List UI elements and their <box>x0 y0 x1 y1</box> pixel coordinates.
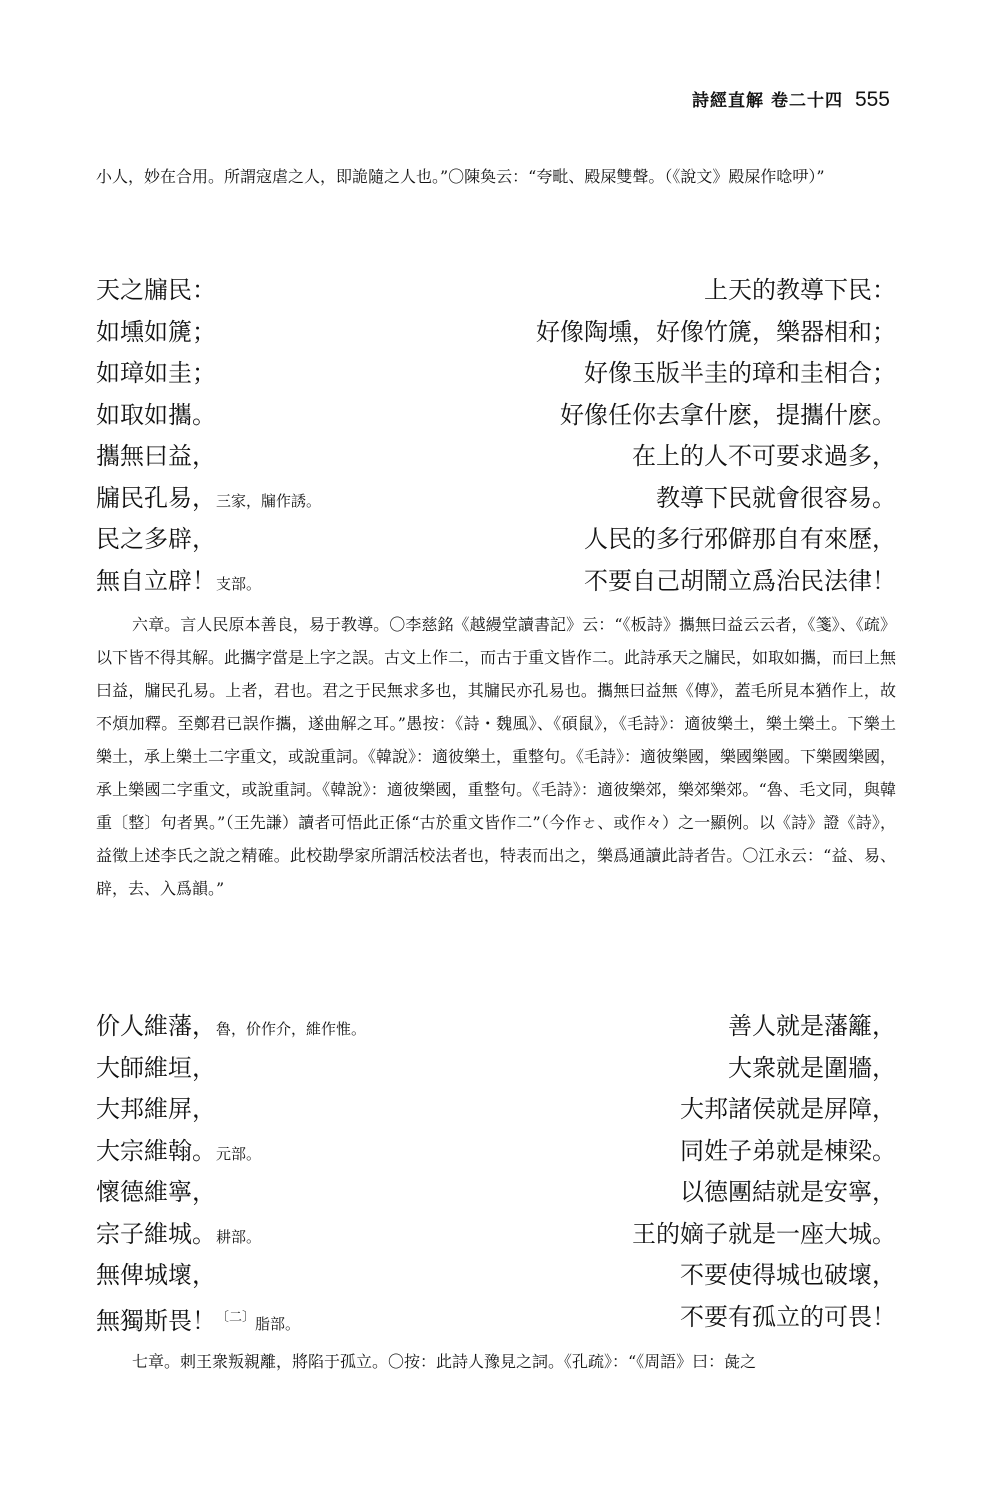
verse-translation: 不要有孤立的可畏！ <box>680 1302 896 1331</box>
verse-line <box>96 1214 896 1256</box>
stanza-6-verse <box>96 270 896 602</box>
verse-note: 支部。 <box>216 574 262 593</box>
verse-note: 脂部。 <box>255 1314 301 1333</box>
verse-line <box>96 1255 896 1297</box>
verse-note: 魯，价作介，維作惟。 <box>216 1020 367 1038</box>
verse-line <box>96 1048 896 1090</box>
verse-text: 懷德維寧， <box>96 1178 216 1206</box>
intro-note: 小人，妙在合用。所謂寇虐之人，即詭隨之人也。”〇陳奐云：“夸毗、殿屎雙聲。（《說文》殿屎作唸吚）” <box>96 167 825 186</box>
verse-text: 如壎如篪； <box>96 317 216 346</box>
verse-translation: 王的嫡子就是一座大城。 <box>632 1219 896 1248</box>
verse-text: 大師維垣， <box>96 1053 216 1082</box>
verse-translation: 好像任你去拿什麽，提攜什麽。 <box>560 400 896 429</box>
verse-text: 宗子維城。 <box>96 1219 216 1248</box>
verse-line <box>96 1089 896 1131</box>
header-title: 詩經直解 卷二十四 <box>692 91 843 111</box>
stanza-7-verse <box>96 1006 896 1338</box>
verse-line <box>96 478 896 520</box>
verse-translation: 人民的多行邪僻那自有來歷， <box>584 525 896 553</box>
verse-note: 元部。 <box>216 1144 262 1163</box>
verse-line <box>96 312 896 354</box>
verse-translation: 上天的教導下民： <box>704 276 896 304</box>
verse-line <box>96 1172 896 1214</box>
verse-note: 耕部。 <box>216 1227 262 1246</box>
verse-translation: 好像玉版半圭的璋和圭相合； <box>584 359 896 387</box>
verse-text: 牖民孔易， <box>96 483 216 512</box>
verse-translation: 在上的人不可要求過多， <box>632 442 896 470</box>
verse-translation: 大衆就是圍牆， <box>728 1053 896 1082</box>
verse-line <box>96 1006 896 1048</box>
stanza-7-commentary: 七章。刺王衆叛親離，將陷于孤立。〇按：此詩人豫見之詞。《孔疏》：“《周語》曰：彘之 <box>132 1352 757 1371</box>
verse-line <box>96 1131 896 1173</box>
verse-text: 攜無曰益， <box>96 442 216 470</box>
verse-line <box>96 395 896 437</box>
page-number: 555 <box>854 88 890 111</box>
verse-translation: 不要使得城也破壞， <box>680 1261 896 1289</box>
verse-text: 大邦維屏， <box>96 1095 216 1123</box>
verse-text: 价人維藩， <box>96 1012 216 1040</box>
verse-text: 民之多辟， <box>96 525 216 553</box>
verse-line <box>96 270 896 312</box>
running-header <box>692 86 890 112</box>
verse-line <box>96 353 896 395</box>
verse-text: 大宗維翰。 <box>96 1136 216 1165</box>
verse-translation: 同姓子弟就是棟梁。 <box>680 1136 896 1165</box>
verse-line <box>96 436 896 478</box>
verse-translation: 教導下民就會很容易。 <box>656 483 896 512</box>
verse-translation: 大邦諸侯就是屏障， <box>680 1095 896 1123</box>
verse-note: 三家，牖作誘。 <box>216 491 322 510</box>
verse-text: 無俾城壞， <box>96 1261 216 1289</box>
verse-text: 如取如攜。 <box>96 400 216 429</box>
verse-text: 無自立辟！ <box>96 566 216 595</box>
stanza-6-commentary: 六章。言人民原本善良，易于教導。〇李慈銘《越縵堂讀書記》云：“《板詩》攜無曰益云云者，《箋》、《疏》以下皆不得其解。此攜字當是上字之誤。古文上作二，而古于重文皆作二。此詩承天之牖民，如取如攜，而曰上無曰益，牖民孔易。上者，君也。君之于民無求多也，其牖民亦孔易也。攜無曰益無《傳》，蓋毛所見本猶作上，故不煩加釋。至鄭君已誤作攜，遂曲解之耳。”愚按：《詩・魏風》、《碩鼠》，《毛詩》：適彼樂土，樂土樂土。下樂土樂土，承上樂土二字重文，或說重詞。《韓說》：適彼樂土，重整句。《毛詩》：適彼樂國，樂國樂國。下樂國樂國，承上樂國二字重文，或說重詞。《韓說》：適彼樂國，重整句。《毛詩》：適彼樂郊，樂郊樂郊。“魯、毛文同，與韓重〔整〕句者異。”（王先謙）讀者可悟此正係“古於重文皆作二”（今作ㄜ、或作々）之一顯例。以《詩》證《詩》，益徵上述李氏之說之精確。此校勘學家所謂活校法者也，特表而出之，樂爲通讀此詩者告。〇江永云：“益、易、辟，去、入爲韻。” <box>96 615 897 898</box>
footnote-marker: 〔二〕 <box>216 1309 256 1325</box>
verse-text: 無獨斯畏！ <box>96 1306 216 1335</box>
verse-text: 如璋如圭； <box>96 359 216 387</box>
verse-translation: 不要自己胡鬧立爲治民法律！ <box>584 566 896 595</box>
verse-translation: 好像陶壎，好像竹篪，樂器相和； <box>536 317 896 346</box>
verse-line <box>96 519 896 561</box>
verse-translation: 以德團結就是安寧， <box>680 1178 896 1206</box>
verse-translation: 善人就是藩籬， <box>728 1012 896 1040</box>
verse-line <box>96 1297 896 1339</box>
verse-text: 天之牖民： <box>96 276 216 304</box>
verse-line <box>96 561 896 603</box>
